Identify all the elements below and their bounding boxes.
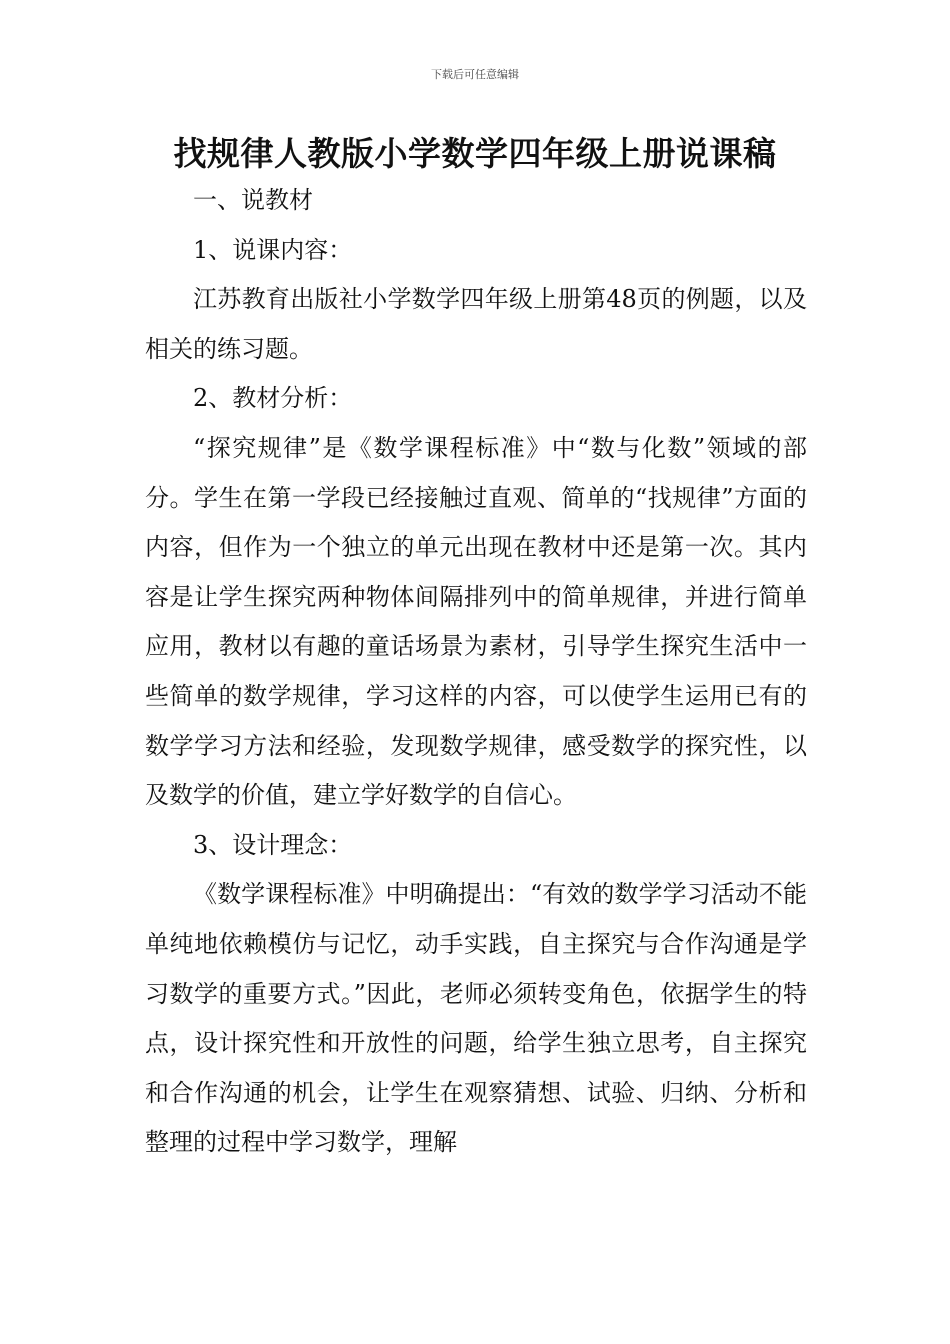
document-title: 找规律人教版小学数学四年级上册说课稿: [173, 134, 777, 173]
item-heading-design: 3、设计理念：: [193, 830, 353, 859]
document-body: [145, 176, 807, 1168]
paragraph-analysis: “探究规律”是《数学课程标准》中“数与化数”领域的部分。学生在第一学段已经接触过直观、简单的“找规律”方面的内容，但作为一个独立的单元出现在教材中还是第一次。其内容是让学生探究两种物体间隔排列中的简单规律，并进行简单应用，教材以有趣的童话场景为素材，引导学生探究生活中一些简单的数学规律，学习这样的内容，可以使学生运用已有的数学学习方法和经验，发现数学规律，感受数学的探究性，以及数学的价值，建立学好数学的自信心。: [145, 433, 807, 810]
paragraph-content: 江苏教育出版社小学数学四年级上册第48页的例题，以及相关的练习题。: [145, 285, 807, 363]
paragraph-design: 《数学课程标准》中明确提出：“有效的数学学习活动不能单纯地依赖模仿与记忆，动手实践，自主探究与合作沟通是学习数学的重要方式。”因此，老师必须转变角色，依据学生的特点，设计探究性和开放性的问题，给学生独立思考，自主探究和合作沟通的机会，让学生在观察猜想、试验、归纳、分析和整理的过程中学习数学，理解: [145, 880, 807, 1157]
item-heading-analysis: 2、教材分析：: [193, 384, 353, 413]
section-heading-textbook: 一、说教材: [193, 186, 313, 214]
item-heading-content: 1、说课内容：: [193, 235, 353, 264]
header-note: 下载后可任意编辑: [431, 68, 519, 81]
